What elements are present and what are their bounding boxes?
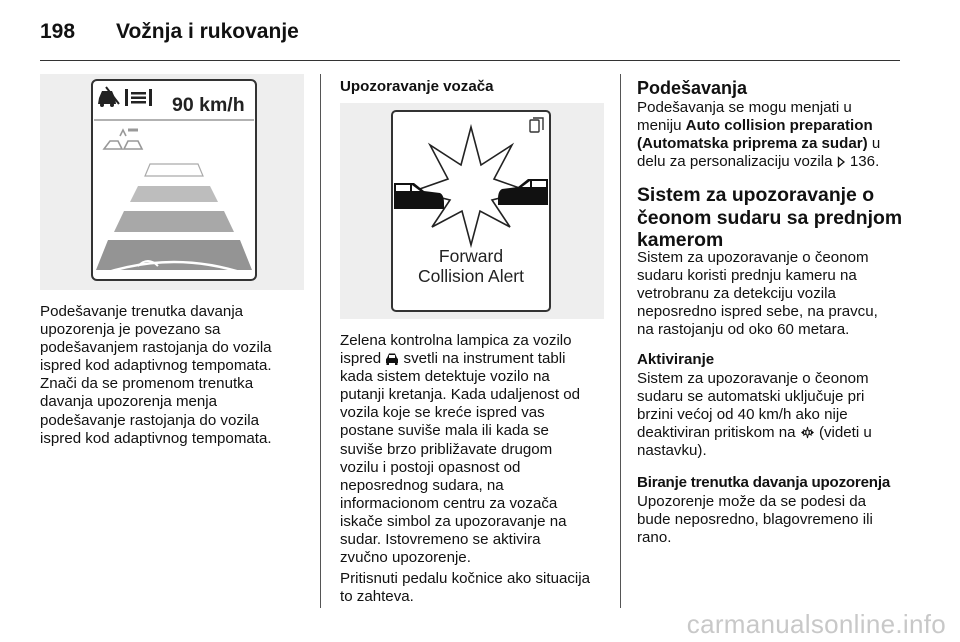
settings-paragraph [637, 99, 907, 171]
forward-collision-alert-figure [340, 103, 604, 319]
text-line: Zelena kontrolna lampica za vozilo [340, 332, 572, 349]
text-line: brzini većoj od 40 km/h ako nije [637, 406, 848, 424]
header-rule [40, 60, 900, 61]
activation-paragraph [637, 370, 907, 460]
text-line: vozilu i postoji opasnost od [340, 458, 521, 476]
text-line: na rastojanju od oko 60 metara. [637, 321, 850, 339]
text-line: Znači da se promenom trenutka [40, 375, 254, 393]
text-line: informacionom centru za vozača [340, 494, 558, 512]
collision-alert-button-icon [800, 426, 815, 439]
page-reference: 136. [845, 153, 880, 171]
text-line: neposrednog sudara, na [340, 476, 504, 494]
watermark: carmanualsonline.info [686, 609, 946, 639]
text-line: Upozorenje može da se podesi da [637, 493, 867, 510]
text-line: davanja upozorenja menja [40, 393, 218, 411]
distance-level-4 [96, 240, 252, 270]
text-line: ispred kod adaptivnog tempomata. [40, 429, 272, 447]
column-divider-left [320, 74, 321, 608]
system-heading [637, 184, 907, 252]
text-line: podešavanjem rastojanja do vozila [40, 339, 272, 357]
text-line: postane suviše mala ili kada se [340, 422, 549, 440]
text-line: putanji kretanja. Kada udaljenost od [340, 386, 580, 404]
alert-label-line: Forward [438, 246, 504, 266]
middle-paragraph-2 [340, 570, 616, 606]
text-line: vetrobranu za detekciju vozila [637, 285, 836, 303]
system-paragraph [637, 249, 907, 339]
column-divider-right [620, 74, 621, 608]
text-line: to zahteva. [340, 588, 414, 606]
vehicle-ahead-lamp-icon [385, 352, 399, 365]
menu-item-name-translation: (Automatska priprema za sudar) [637, 135, 868, 153]
text-line: neposredno ispred sebe, na pravcu, [637, 303, 878, 321]
alert-label [392, 246, 550, 286]
text-line: upozorenja je povezano sa [40, 321, 221, 339]
text-line: ispred svetli na instrument tabli [340, 350, 566, 368]
page-number: 198 [40, 20, 76, 43]
activation-heading: Aktiviranje [637, 351, 715, 368]
driver-warning-heading: Upozoravanje vozača [340, 78, 494, 95]
distance-level-3 [114, 211, 234, 232]
text-line: zvučno upozorenje. [340, 549, 471, 567]
speed-readout: 90 km/h [172, 94, 245, 116]
warning-timing-paragraph [637, 493, 907, 547]
following-distance-figure [40, 74, 304, 290]
text-line: suviše brzo približavate drugom [340, 440, 553, 458]
text-line: Sistem za upozoravanje o čeonom [637, 249, 869, 266]
middle-paragraph-1 [340, 332, 612, 567]
forward-collision-alert-display [340, 103, 604, 319]
text-line: vozila koje se kreće ispred vas [340, 404, 545, 422]
text-line: rano. [637, 529, 672, 547]
text-line: deaktiviran pritiskom na (videti u [637, 424, 872, 442]
page-title: Vožnja i rukovanje [116, 20, 299, 43]
text-line: kada sistem detektuje vozilo na [340, 368, 550, 386]
alert-label-line: Collision Alert [417, 266, 525, 286]
text-line: meniju Auto collision preparation [637, 117, 873, 135]
text-line: sudar. Istovremeno se aktivira [340, 531, 541, 549]
text-line: podešavanje rastojanja do vozila [40, 411, 260, 429]
warning-timing-heading: Biranje trenutka davanja upozorenja [637, 474, 891, 491]
text-line: Podešavanje trenutka davanja [40, 303, 244, 320]
text-line: (Automatska priprema za sudar) u [637, 135, 881, 153]
heading-line: Sistem za upozoravanje o [637, 184, 875, 206]
menu-item-name: Auto collision preparation [685, 117, 873, 135]
text-line: sudaru se automatski uključuje pri [637, 388, 865, 406]
distance-level-2 [130, 186, 218, 202]
heading-line: kamerom [637, 229, 724, 251]
text-line: Podešavanja se mogu menjati u [637, 99, 852, 116]
text-line: nastavku). [637, 442, 707, 460]
text-line: bude neposredno, blagovremeno ili [637, 511, 873, 529]
text-line: Pritisnuti pedalu kočnice ako situacija [340, 570, 591, 587]
left-paragraph [40, 303, 312, 448]
text-line: ispred kod adaptivnog tempomata. [40, 357, 272, 375]
text-line: Sistem za upozoravanje o čeonom [637, 370, 869, 387]
heading-line: čeonom sudaru sa prednjom [637, 206, 903, 229]
text-line: iskače simbol za upozoravanje na [340, 512, 567, 530]
text-line: delu za personalizaciju vozila 136. [637, 153, 880, 171]
text-line: sudaru koristi prednju kameru na [637, 267, 857, 285]
page-reference-arrow-icon [837, 156, 846, 168]
settings-heading: Podešavanja [637, 78, 748, 98]
